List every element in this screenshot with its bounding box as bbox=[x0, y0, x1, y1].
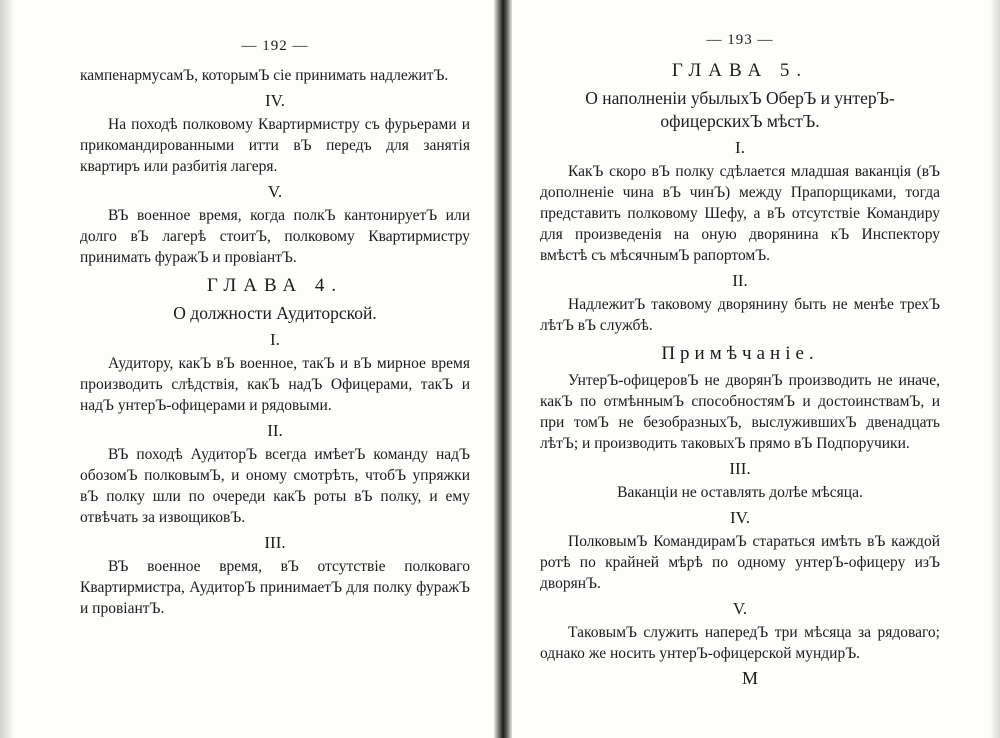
page-number-right: — 193 — bbox=[706, 32, 774, 48]
paragraph-continued: кампенармусамЪ, которымЪ сіе принимать надлежитЪ. bbox=[80, 67, 449, 84]
section-number-iv: IV. bbox=[730, 508, 750, 527]
page-edge-shadow-right bbox=[990, 0, 1000, 738]
section-number-ii: II. bbox=[267, 421, 283, 440]
section-number-i: I. bbox=[735, 138, 745, 157]
section-number-v: V. bbox=[267, 182, 283, 201]
section-number-iv: IV. bbox=[265, 91, 285, 110]
section-number-ii: II. bbox=[732, 271, 748, 290]
right-page bbox=[510, 0, 1000, 738]
paragraph-iii: Ваканціи не оставлять долѣе мѣсяца. bbox=[617, 484, 863, 501]
chapter-title-4: О должности Аудиторской. bbox=[173, 303, 377, 323]
note-heading: Примѣчаніе. bbox=[661, 343, 819, 364]
section-number-iii: III. bbox=[264, 533, 286, 552]
page-number-left: — 192 — bbox=[241, 38, 309, 54]
chapter-heading-5: ГЛАВА 5. bbox=[671, 60, 809, 81]
paragraph-iii: ВЪ военное время, вЪ отсутствіе полковаго Квартирмистра, АудиторЪ принимаетЪ для полку фуражЪ и провіантЪ. bbox=[80, 558, 470, 617]
paragraph-ii: ВЪ походѣ АудиторЪ всегда имѣетЪ команду надЪ обозомЪ полковымЪ, и оному смотрѣть, чтобЪ упряжки вЪ полку шли по очереди какЪ роты вЪ полку, и ему отвѣчать за извощиковЪ. bbox=[80, 446, 470, 526]
paragraph-v: ВЪ военное время, когда полкЪ кантонируетЪ или долго вЪ лагерѣ стоитЪ, полковому Квартирмистру принимать фуражЪ и провіантЪ. bbox=[80, 207, 470, 266]
paragraph-i: Аудитору, какЪ вЪ военное, такЪ и вЪ мирное время производить слѣдствія, какЪ надЪ Офицерами, такЪ и надЪ унтерЪ-офицерами и рядовыми. bbox=[80, 355, 470, 414]
paragraph-iv: ПолковымЪ КомандирамЪ стараться имѣть вЪ каждой ротѣ по крайней мѣрѣ по одному унтерЪ-офицеру изЪ дворянЪ. bbox=[540, 533, 940, 592]
note-paragraph: УнтерЪ-офицеровЪ не дворянЪ производить не иначе, какЪ по отмѣннымЪ способностямЪ и достоинствамЪ, и при томЪ не безобразныхЪ, выслужившихЪ двенадцать лѣтЪ; и производить таковыхЪ прямо вЪ Подпоручики. bbox=[540, 372, 940, 452]
section-number-v: V. bbox=[732, 599, 748, 618]
paragraph-i: КакЪ скоро вЪ полку сдѣлается младшая ваканція (вЪ дополненіе чина вЪ чинЪ) между Прапорщиками, тогда представить полковому Шефу, а вЪ отсутствіе Командиру для произведенія на оную дворянина кЪ Инспектору вмѣстѣ съ мѣсячнымЪ рапортомЪ. bbox=[540, 163, 940, 264]
chapter-heading-4: ГЛАВА 4. bbox=[206, 275, 344, 296]
section-number-iii: III. bbox=[729, 459, 751, 478]
catchword: М bbox=[741, 668, 758, 688]
paragraph-ii: НадлежитЪ таковому дворянину быть не менѣе трехЪ лѣтЪ вЪ службѣ. bbox=[540, 296, 940, 334]
chapter-title-5: О наполненіи убылыхЪ ОберЪ и унтерЪ-офицерскихЪ мѣстЪ. bbox=[585, 88, 895, 131]
paragraph-iv: На походѣ полковому Квартирмистру съ фурьерами и прикомандированными итти вЪ передъ для занятія квартиръ или разбитія лагеря. bbox=[80, 116, 470, 175]
section-number-i: I. bbox=[270, 330, 280, 349]
paragraph-v: ТаковымЪ служить напередЪ три мѣсяца за рядоваго; однако же носить унтерЪ-офицерской мундирЪ. bbox=[540, 624, 940, 662]
